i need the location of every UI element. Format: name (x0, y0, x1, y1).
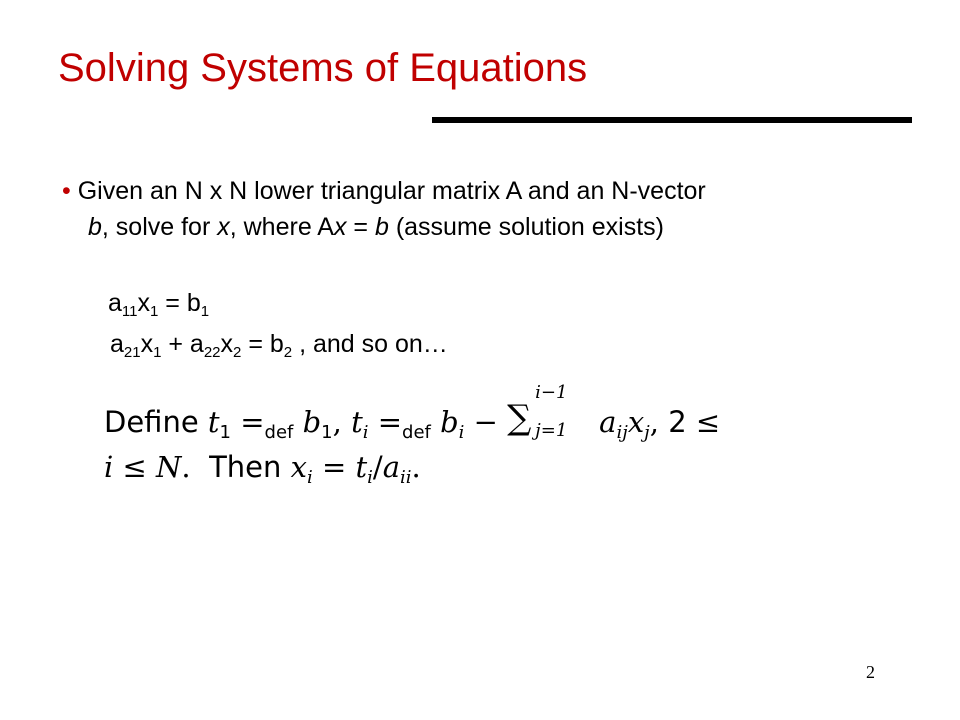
define-word: Define (104, 405, 199, 439)
then-word: Then (209, 450, 282, 484)
summation (507, 382, 599, 441)
var-x: x (290, 450, 307, 484)
var-x: x (333, 213, 347, 241)
le-symbol: ≤ (122, 450, 147, 484)
slash: / (372, 450, 383, 484)
comma: , (332, 405, 342, 439)
coef: a (110, 330, 124, 358)
and-so-on: , and so on… (292, 330, 448, 358)
text: = (346, 213, 375, 241)
subscript: i (306, 467, 313, 488)
subscript: 2 (283, 344, 293, 361)
var: x (220, 330, 234, 358)
def-subscript: def (402, 422, 431, 443)
equals: = (377, 405, 403, 439)
text: , solve for (101, 213, 218, 241)
subscript: 1 (321, 422, 333, 443)
minus: − (473, 405, 498, 439)
subscript: ii (399, 467, 412, 488)
var-t: t (351, 405, 363, 439)
two: 2 (668, 405, 687, 439)
subscript: j (644, 422, 650, 443)
text: (assume solution exists) (388, 213, 664, 241)
sum-lower: j=1 (535, 420, 568, 441)
bullet-text-1: Given an N x N lower triangular matrix A and an N-vector (77, 177, 706, 205)
subscript: 11 (121, 303, 138, 320)
text: , where A (229, 213, 334, 241)
var: x (140, 330, 154, 358)
var-b: b (374, 213, 389, 241)
sum-upper: i−1 (535, 382, 568, 403)
var-b: b (302, 405, 322, 439)
equals-b: = b (241, 330, 284, 358)
equation-1 (108, 289, 209, 318)
plus: + a (161, 330, 204, 358)
bullet-line-1 (62, 177, 706, 206)
var-x: x (217, 213, 230, 241)
period: . (181, 450, 191, 484)
slide-title: Solving Systems of Equations (58, 46, 588, 90)
equals-b: = b (158, 289, 201, 317)
subscript: i (367, 467, 373, 488)
subscript: 1 (219, 422, 231, 443)
page-number: 2 (866, 662, 875, 682)
var-a: a (599, 405, 617, 439)
comma: , (649, 405, 659, 439)
equals: = (321, 450, 347, 484)
var-t: t (207, 405, 220, 439)
subscript: ij (616, 422, 628, 443)
subscript: 22 (203, 344, 221, 361)
title-divider (432, 117, 912, 123)
period: . (411, 450, 421, 484)
subscript: 2 (233, 344, 242, 361)
subscript: 21 (123, 344, 141, 361)
var-a: a (382, 450, 400, 484)
subscript: 1 (200, 303, 210, 320)
def-subscript: def (264, 422, 294, 443)
var-i: i (104, 450, 114, 484)
equals: = (240, 405, 265, 439)
var-n: N (156, 450, 182, 484)
subscript: i (458, 422, 465, 443)
coef: a (108, 289, 122, 317)
var-x: x (627, 405, 645, 439)
le-symbol: ≤ (695, 405, 721, 439)
var: x (137, 289, 150, 317)
var-t: t (355, 450, 368, 484)
bullet-marker: • (62, 177, 71, 205)
definition-line-2 (104, 450, 421, 488)
subscript: i (362, 422, 369, 443)
var-b: b (440, 405, 459, 439)
subscript: 1 (153, 344, 162, 361)
var-b: b (88, 213, 102, 241)
sigma-symbol: ∑ (507, 398, 532, 438)
bullet-line-2 (88, 213, 664, 242)
definition-line-1 (104, 382, 721, 443)
subscript: 1 (149, 303, 159, 320)
equation-2 (110, 330, 448, 359)
